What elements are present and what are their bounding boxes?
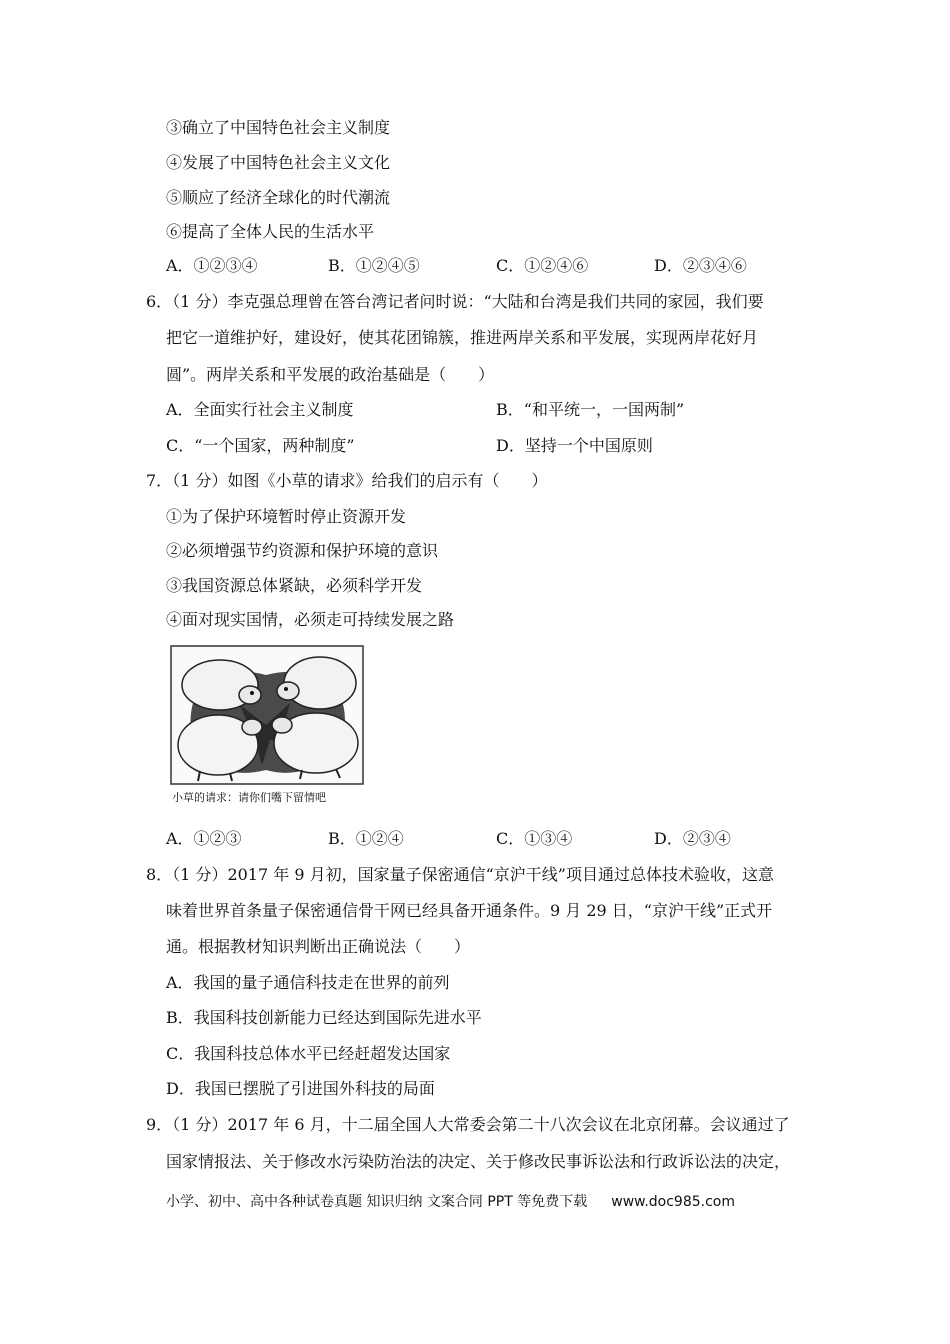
- sheep-cartoon-figure: [170, 645, 364, 805]
- q7-line-1: 7．（1 分）如图《小草的请求》给我们的启示有（ ）: [146, 471, 548, 490]
- q5-statement-6: ⑥提高了全体人民的生活水平: [166, 222, 375, 241]
- q7-statement-1: ①为了保护环境暂时停止资源开发: [166, 507, 407, 526]
- q7-statement-4: ④面对现实国情，必须走可持续发展之路: [166, 610, 455, 629]
- q8-option-a: A．我国的量子通信科技走在世界的前列: [166, 973, 450, 992]
- q6-option-a: A．全面实行社会主义制度: [166, 400, 354, 419]
- q7-option-d: D．②③④: [654, 829, 731, 848]
- q8-option-c: C．我国科技总体水平已经赶超发达国家: [166, 1044, 451, 1063]
- q9-line-2: 国家情报法、关于修改水污染防治法的决定、关于修改民事诉讼法和行政诉讼法的决定，: [166, 1152, 791, 1171]
- q9-line-1: 9．（1 分）2017 年 6 月，十二届全国人大常委会第二十八次会议在北京闭幕。会议通过了: [146, 1115, 790, 1134]
- q5-option-a: A．①②③④: [166, 256, 258, 275]
- q8-line-1: 8．（1 分）2017 年 9 月初，国家量子保密通信“京沪干线”项目通过总体技术验收，这意: [146, 865, 774, 884]
- q5-option-b: B．①②④⑤: [328, 256, 420, 275]
- q7-statement-2: ②必须增强节约资源和保护环境的意识: [166, 541, 439, 560]
- sheep-cartoon-caption: 小草的请求：请你们嘴下留情吧: [172, 791, 326, 804]
- q6-line-2: 把它一道维护好，建设好，使其花团锦簇，推进两岸关系和平发展，实现两岸花好月: [166, 328, 759, 347]
- q6-line-3: 圆”。两岸关系和平发展的政治基础是（ ）: [166, 365, 495, 384]
- q8-option-d: D．我国已摆脱了引进国外科技的局面: [166, 1079, 435, 1098]
- q5-option-c: C．①②④⑥: [496, 256, 589, 275]
- q5-statement-5: ⑤顺应了经济全球化的时代潮流: [166, 188, 391, 207]
- q7-option-b: B．①②④: [328, 829, 404, 848]
- q7-option-c: C．①③④: [496, 829, 573, 848]
- q6-line-1: 6．（1 分）李克强总理曾在答台湾记者问时说：“大陆和台湾是我们共同的家园，我们要: [146, 292, 764, 311]
- q8-option-b: B．我国科技创新能力已经达到国际先进水平: [166, 1008, 482, 1027]
- page-footer: [166, 1192, 735, 1212]
- q8-line-3: 通。根据教材知识判断出正确说法（ ）: [166, 937, 471, 956]
- sheep-cartoon-illustration: [170, 645, 364, 805]
- q5-option-d: D．②③④⑥: [654, 256, 747, 275]
- q6-option-d: D．坚持一个中国原则: [496, 436, 653, 455]
- q7-option-a: A．①②③: [166, 829, 242, 848]
- footer-text: 小学、初中、高中各种试卷真题 知识归纳 文案合同 PPT 等免费下载: [166, 1194, 588, 1210]
- q6-option-b: B．“和平统一，一国两制”: [496, 400, 685, 419]
- q5-statement-3: ③确立了中国特色社会主义制度: [166, 118, 391, 137]
- q7-statement-3: ③我国资源总体紧缺，必须科学开发: [166, 576, 423, 595]
- q6-option-c: C．“一个国家，两种制度”: [166, 436, 355, 455]
- q8-line-2: 味着世界首条量子保密通信骨干网已经具备开通条件。9 月 29 日，“京沪干线”正式开: [166, 901, 773, 920]
- q5-statement-4: ④发展了中国特色社会主义文化: [166, 153, 391, 172]
- footer-url-link[interactable]: www.doc985.com: [611, 1194, 735, 1210]
